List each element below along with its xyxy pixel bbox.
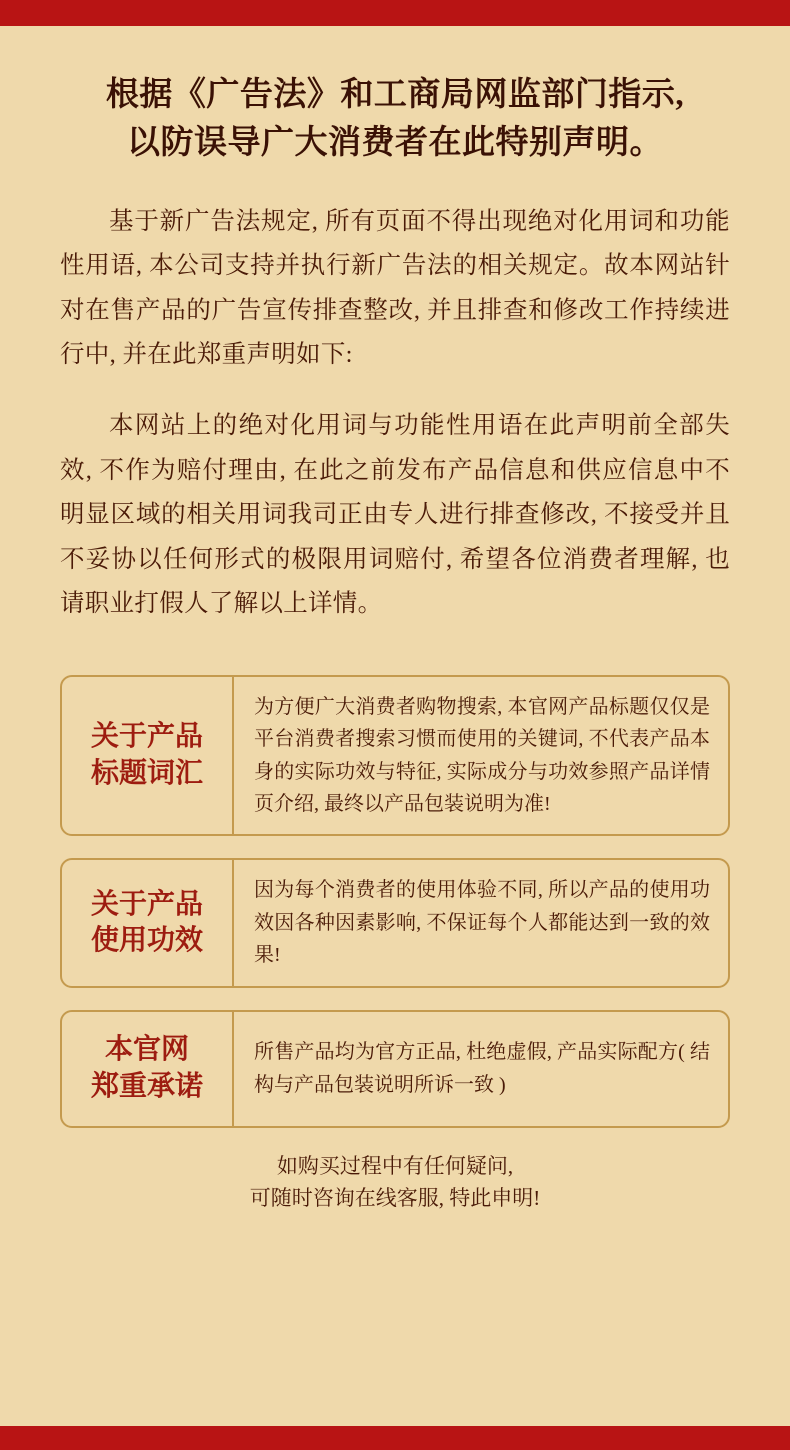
notice-card-text: 因为每个消费者的使用体验不同, 所以产品的使用功效因各种因素影响, 不保证每个人都能达到一致的效果! [254,879,710,967]
notice-card-official-promise [60,1010,730,1128]
page-title-line-1: 根据《广告法》和工商局网监部门指示, [105,77,685,113]
notice-card-title-line-2: 使用功效 [90,925,203,957]
statement-paragraph-2: 本网站上的绝对化用词与功能性用语在此声明前全部失效, 不作为赔付理由, 在此之前发布产品信息和供应信息中不明显区域的相关用词我司正由专人进行排查修改, 不接受并且不妥协以任何形式的极限用词赔付, 希望各位消费者理解, 也请职业打假人了解以上详情。 [60,412,730,618]
top-red-band [0,0,790,26]
notice-card-title [62,1012,234,1126]
notice-card-product-effect [60,858,730,987]
footer-note-line-2: 可随时咨询在线客服, 特此申明! [249,1186,541,1211]
notice-card-product-title [60,675,730,837]
statement-paragraph-1: 基于新广告法规定, 所有页面不得出现绝对化用词和功能性用语, 本公司支持并执行新广告法的相关规定。故本网站针对在售产品的广告宣传排查整改, 并且排查和修改工作持续进行中, 并在此郑重声明如下: [60,207,730,369]
notice-card-title [62,677,234,835]
footer-note [60,1150,730,1215]
notice-card-title-line-1: 本官网 [104,1034,189,1066]
notice-card-title-line-2: 郑重承诺 [90,1070,203,1102]
notice-card-title-line-2: 标题词汇 [90,757,203,789]
notice-card-list [60,675,730,1128]
page-title [60,26,730,168]
notice-card-title-line-1: 关于产品 [90,888,203,920]
notice-card-title [62,860,234,985]
notice-card-text: 所售产品均为官方正品, 杜绝虚假, 产品实际配方( 结构与产品包装说明所诉一致 ) [254,1041,710,1096]
footer-note-line-1: 如购买过程中有任何疑问, [276,1153,514,1178]
notice-card-title-line-1: 关于产品 [90,721,203,753]
disclaimer-sheet [0,26,790,1426]
bottom-red-band [0,1426,790,1450]
notice-card-text: 为方便广大消费者购物搜索, 本官网产品标题仅仅是平台消费者搜索习惯而使用的关键词, 不代表产品本身的实际功效与特征, 实际成分与功效参照产品详情页介绍, 最终以产品包装说明为准! [254,695,710,816]
page-title-line-2: 以防误导广大消费者在此特别声明。 [127,124,663,161]
